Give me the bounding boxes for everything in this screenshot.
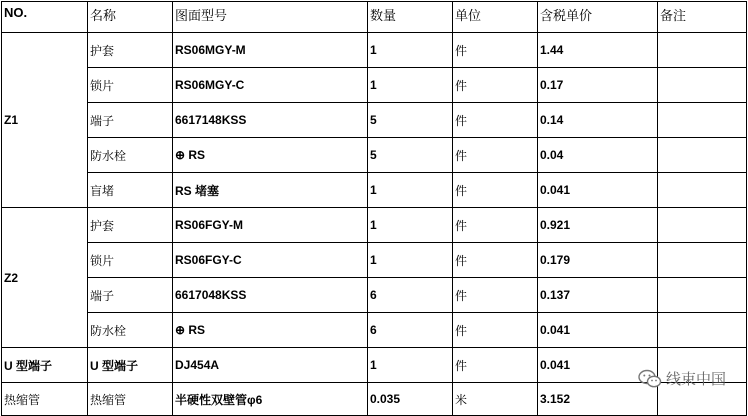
part-name-cell: 锁片 [88, 68, 173, 103]
part-model-cell: RS 堵塞 [173, 173, 368, 208]
part-model-cell: DJ454A [173, 348, 368, 383]
table-row [2, 313, 747, 348]
part-qty-cell: 6 [368, 313, 453, 348]
part-price-cell: 1.44 [538, 33, 658, 68]
part-qty-cell: 1 [368, 33, 453, 68]
part-qty-cell: 0.035 [368, 383, 453, 416]
table-row [2, 348, 747, 383]
table-row [2, 173, 747, 208]
part-unit-cell: 件 [453, 138, 538, 173]
part-price-cell: 0.041 [538, 348, 658, 383]
part-name-cell: 防水栓 [88, 138, 173, 173]
part-price-cell: 0.137 [538, 278, 658, 313]
part-unit-cell: 件 [453, 208, 538, 243]
part-name-cell: 端子 [88, 278, 173, 313]
header-qty: 数量 [368, 2, 453, 33]
part-qty-cell: 5 [368, 138, 453, 173]
header-model: 图面型号 [173, 2, 368, 33]
part-unit-cell: 件 [453, 243, 538, 278]
header-name: 名称 [88, 2, 173, 33]
group-no-cell: Z2 [2, 208, 88, 348]
table-row [2, 138, 747, 173]
part-price-cell: 3.152 [538, 383, 658, 416]
part-price-cell: 0.041 [538, 173, 658, 208]
table-row [2, 208, 747, 243]
part-unit-cell: 件 [453, 173, 538, 208]
header-no: NO. [2, 2, 88, 33]
part-qty-cell: 1 [368, 208, 453, 243]
part-qty-cell: 1 [368, 173, 453, 208]
part-model-cell: RS06MGY-C [173, 68, 368, 103]
part-unit-cell: 米 [453, 383, 538, 416]
part-name-cell: 盲堵 [88, 173, 173, 208]
part-price-cell: 0.17 [538, 68, 658, 103]
table-row [2, 68, 747, 103]
header-price: 含税单价 [538, 2, 658, 33]
part-note-cell [658, 103, 747, 138]
table-row [2, 243, 747, 278]
part-model-cell: ⊕ RS [173, 138, 368, 173]
part-note-cell [658, 278, 747, 313]
part-unit-cell: 件 [453, 68, 538, 103]
table-header-row [2, 2, 747, 33]
part-price-cell: 0.04 [538, 138, 658, 173]
parts-price-table [1, 1, 747, 416]
part-model-cell: 半硬性双壁管φ6 [173, 383, 368, 416]
part-price-cell: 0.921 [538, 208, 658, 243]
part-unit-cell: 件 [453, 103, 538, 138]
part-note-cell [658, 33, 747, 68]
part-qty-cell: 5 [368, 103, 453, 138]
part-name-cell: 端子 [88, 103, 173, 138]
part-model-cell: RS06FGY-C [173, 243, 368, 278]
part-qty-cell: 1 [368, 348, 453, 383]
part-note-cell [658, 243, 747, 278]
part-name-cell: 护套 [88, 33, 173, 68]
part-unit-cell: 件 [453, 278, 538, 313]
part-price-cell: 0.14 [538, 103, 658, 138]
part-name-cell: 锁片 [88, 243, 173, 278]
wechat-icon [638, 369, 662, 389]
part-model-cell: RS06FGY-M [173, 208, 368, 243]
watermark [638, 368, 726, 389]
part-qty-cell: 1 [368, 68, 453, 103]
part-note-cell [658, 138, 747, 173]
part-name-cell: U 型端子 [88, 348, 173, 383]
part-note-cell [658, 173, 747, 208]
part-qty-cell: 6 [368, 278, 453, 313]
part-unit-cell: 件 [453, 33, 538, 68]
part-name-cell: 护套 [88, 208, 173, 243]
group-no-cell: Z1 [2, 33, 88, 208]
watermark-text: 线束中国 [665, 371, 726, 388]
header-unit: 单位 [453, 2, 538, 33]
part-price-cell: 0.179 [538, 243, 658, 278]
group-no-cell: U 型端子 [2, 348, 88, 383]
part-note-cell [658, 313, 747, 348]
group-no-cell: 热缩管 [2, 383, 88, 416]
part-price-cell: 0.041 [538, 313, 658, 348]
table-row [2, 103, 747, 138]
part-unit-cell: 件 [453, 313, 538, 348]
header-note: 备注 [658, 2, 747, 33]
part-model-cell: RS06MGY-M [173, 33, 368, 68]
part-model-cell: 6617048KSS [173, 278, 368, 313]
part-note-cell [658, 68, 747, 103]
part-model-cell: 6617148KSS [173, 103, 368, 138]
part-note-cell [658, 208, 747, 243]
part-model-cell: ⊕ RS [173, 313, 368, 348]
part-name-cell: 防水栓 [88, 313, 173, 348]
part-qty-cell: 1 [368, 243, 453, 278]
table-row [2, 33, 747, 68]
table-row [2, 278, 747, 313]
part-unit-cell: 件 [453, 348, 538, 383]
part-name-cell: 热缩管 [88, 383, 173, 416]
